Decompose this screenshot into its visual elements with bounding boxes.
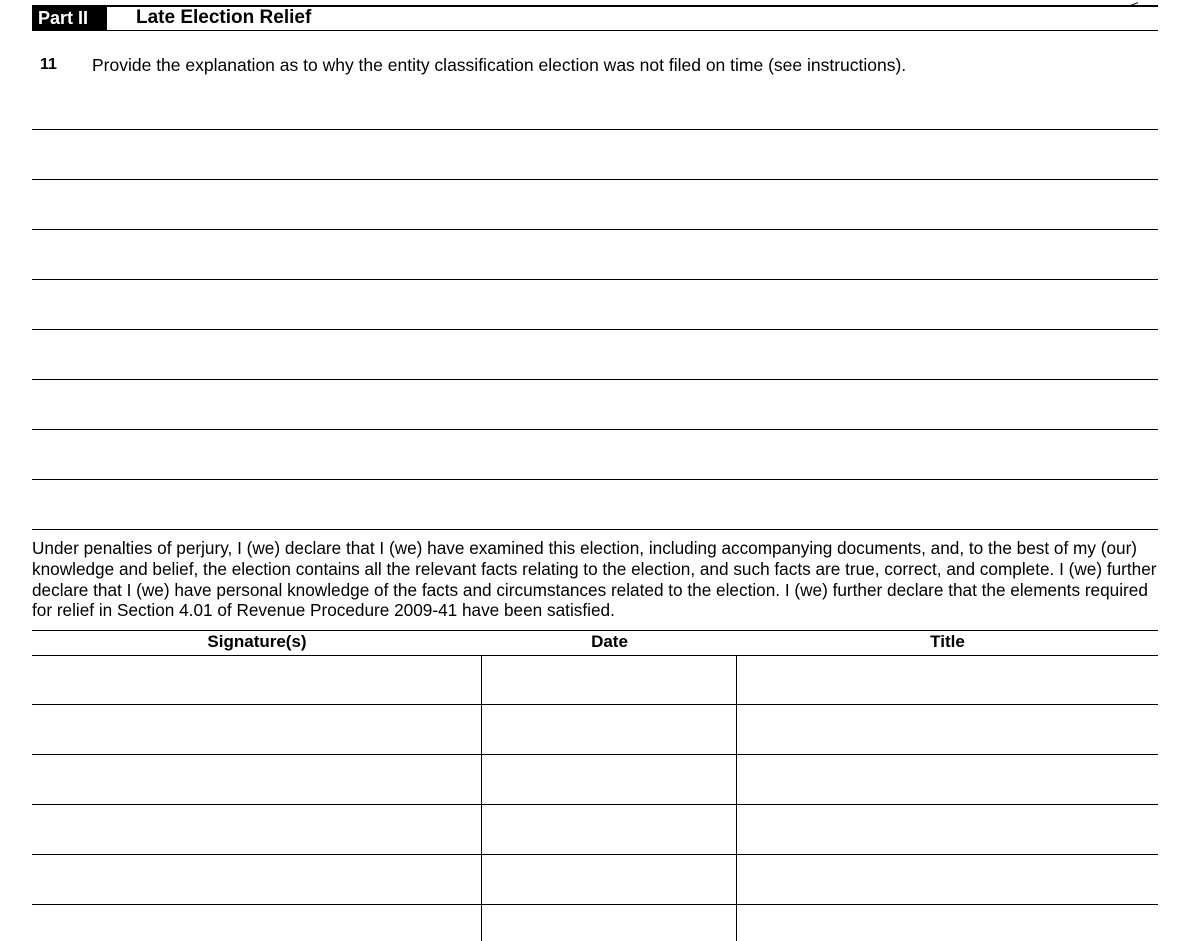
date-column-header: Date [591, 632, 628, 651]
signature-row-line[interactable] [32, 804, 1158, 805]
signature-table-top-rule [32, 630, 1158, 631]
explanation-line[interactable] [32, 229, 1158, 230]
explanation-line[interactable] [32, 129, 1158, 130]
part-badge: Part II [32, 6, 107, 30]
explanation-line[interactable] [32, 329, 1158, 330]
signature-row-line[interactable] [32, 704, 1158, 705]
title-column-header: Title [930, 632, 965, 651]
signature-date-divider [481, 655, 482, 941]
line-11-number: 11 [40, 56, 57, 73]
explanation-line[interactable] [32, 379, 1158, 380]
part-title: Late Election Relief [136, 7, 312, 28]
signature-table-header-rule [32, 655, 1158, 656]
signature-row-line[interactable] [32, 904, 1158, 905]
signature-column-header: Signature(s) [207, 632, 307, 651]
line-11-instruction: Provide the explanation as to why the entity classification election was not filed on time (see instructions). [92, 55, 907, 75]
signature-row-line[interactable] [32, 854, 1158, 855]
explanation-line[interactable] [32, 479, 1158, 480]
explanation-line[interactable] [32, 429, 1158, 430]
perjury-statement: Under penalties of perjury, I (we) declare that I (we) have examined this election, including accompanying documents, and, to the best of my (our) knowledge and belief, the election contains all the relevant facts relating to the election, and such facts are true, correct, and complete. I (we) further declare that I (we) have personal knowledge of the facts and circumstances related to the election. I (we) further declare that the elements required for relief in Section 4.01 of Revenue Procedure 2009-41 have been satisfied. [32, 538, 1157, 621]
signature-row-line[interactable] [32, 754, 1158, 755]
explanation-line[interactable] [32, 179, 1158, 180]
date-title-divider [736, 655, 737, 941]
explanation-line[interactable] [32, 529, 1158, 530]
part-bottom-rule [32, 30, 1158, 31]
explanation-line[interactable] [32, 279, 1158, 280]
